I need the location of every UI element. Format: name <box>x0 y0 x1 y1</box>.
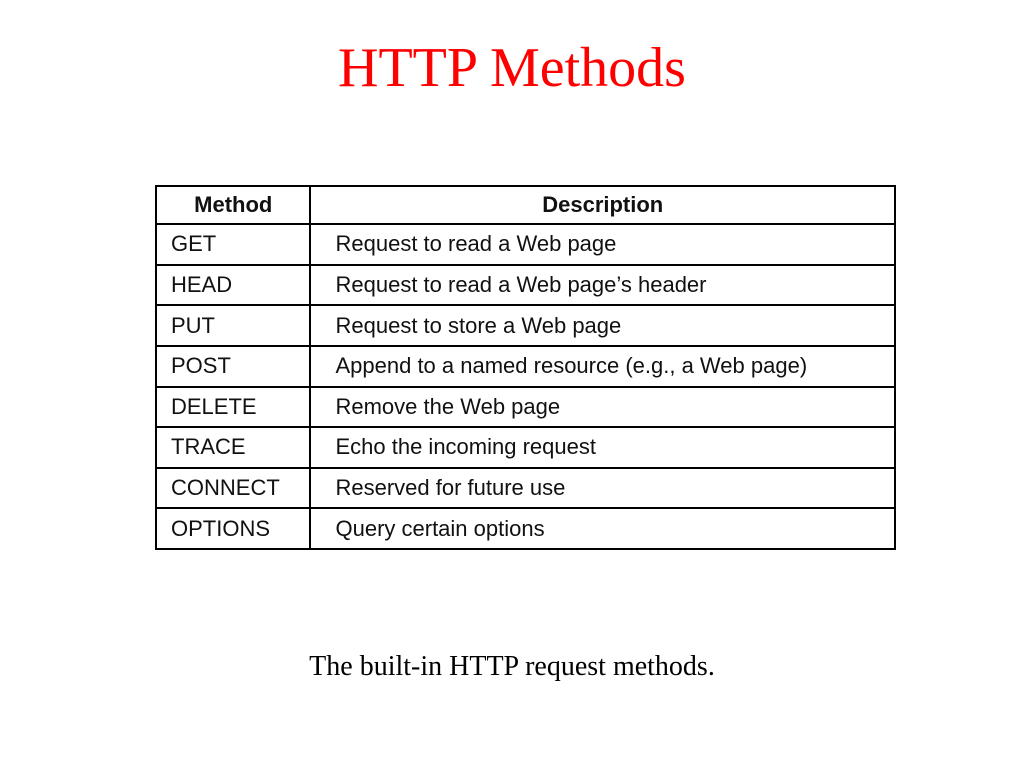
slide-title: HTTP Methods <box>338 37 686 99</box>
description-cell: Remove the Web page <box>310 387 895 428</box>
http-methods-table <box>155 185 896 550</box>
table-row <box>156 427 895 468</box>
description-cell: Request to read a Web page’s header <box>310 265 895 306</box>
table-caption: The built-in HTTP request methods. <box>309 651 715 682</box>
description-cell: Echo the incoming request <box>310 427 895 468</box>
description-cell: Append to a named resource (e.g., a Web page) <box>310 346 895 387</box>
method-cell: CONNECT <box>156 468 310 509</box>
table-row <box>156 305 895 346</box>
method-cell: TRACE <box>156 427 310 468</box>
description-cell: Request to read a Web page <box>310 224 895 265</box>
table-row <box>156 468 895 509</box>
method-cell: OPTIONS <box>156 508 310 549</box>
description-cell: Reserved for future use <box>310 468 895 509</box>
method-cell: DELETE <box>156 387 310 428</box>
table-row <box>156 224 895 265</box>
table-row <box>156 508 895 549</box>
table-row <box>156 265 895 306</box>
method-cell: POST <box>156 346 310 387</box>
header-method: Method <box>156 186 310 224</box>
table-header-row <box>156 186 895 224</box>
method-cell: HEAD <box>156 265 310 306</box>
description-cell: Query certain options <box>310 508 895 549</box>
table-row <box>156 387 895 428</box>
method-cell: PUT <box>156 305 310 346</box>
method-cell: GET <box>156 224 310 265</box>
table-row <box>156 346 895 387</box>
description-cell: Request to store a Web page <box>310 305 895 346</box>
header-description: Description <box>310 186 895 224</box>
